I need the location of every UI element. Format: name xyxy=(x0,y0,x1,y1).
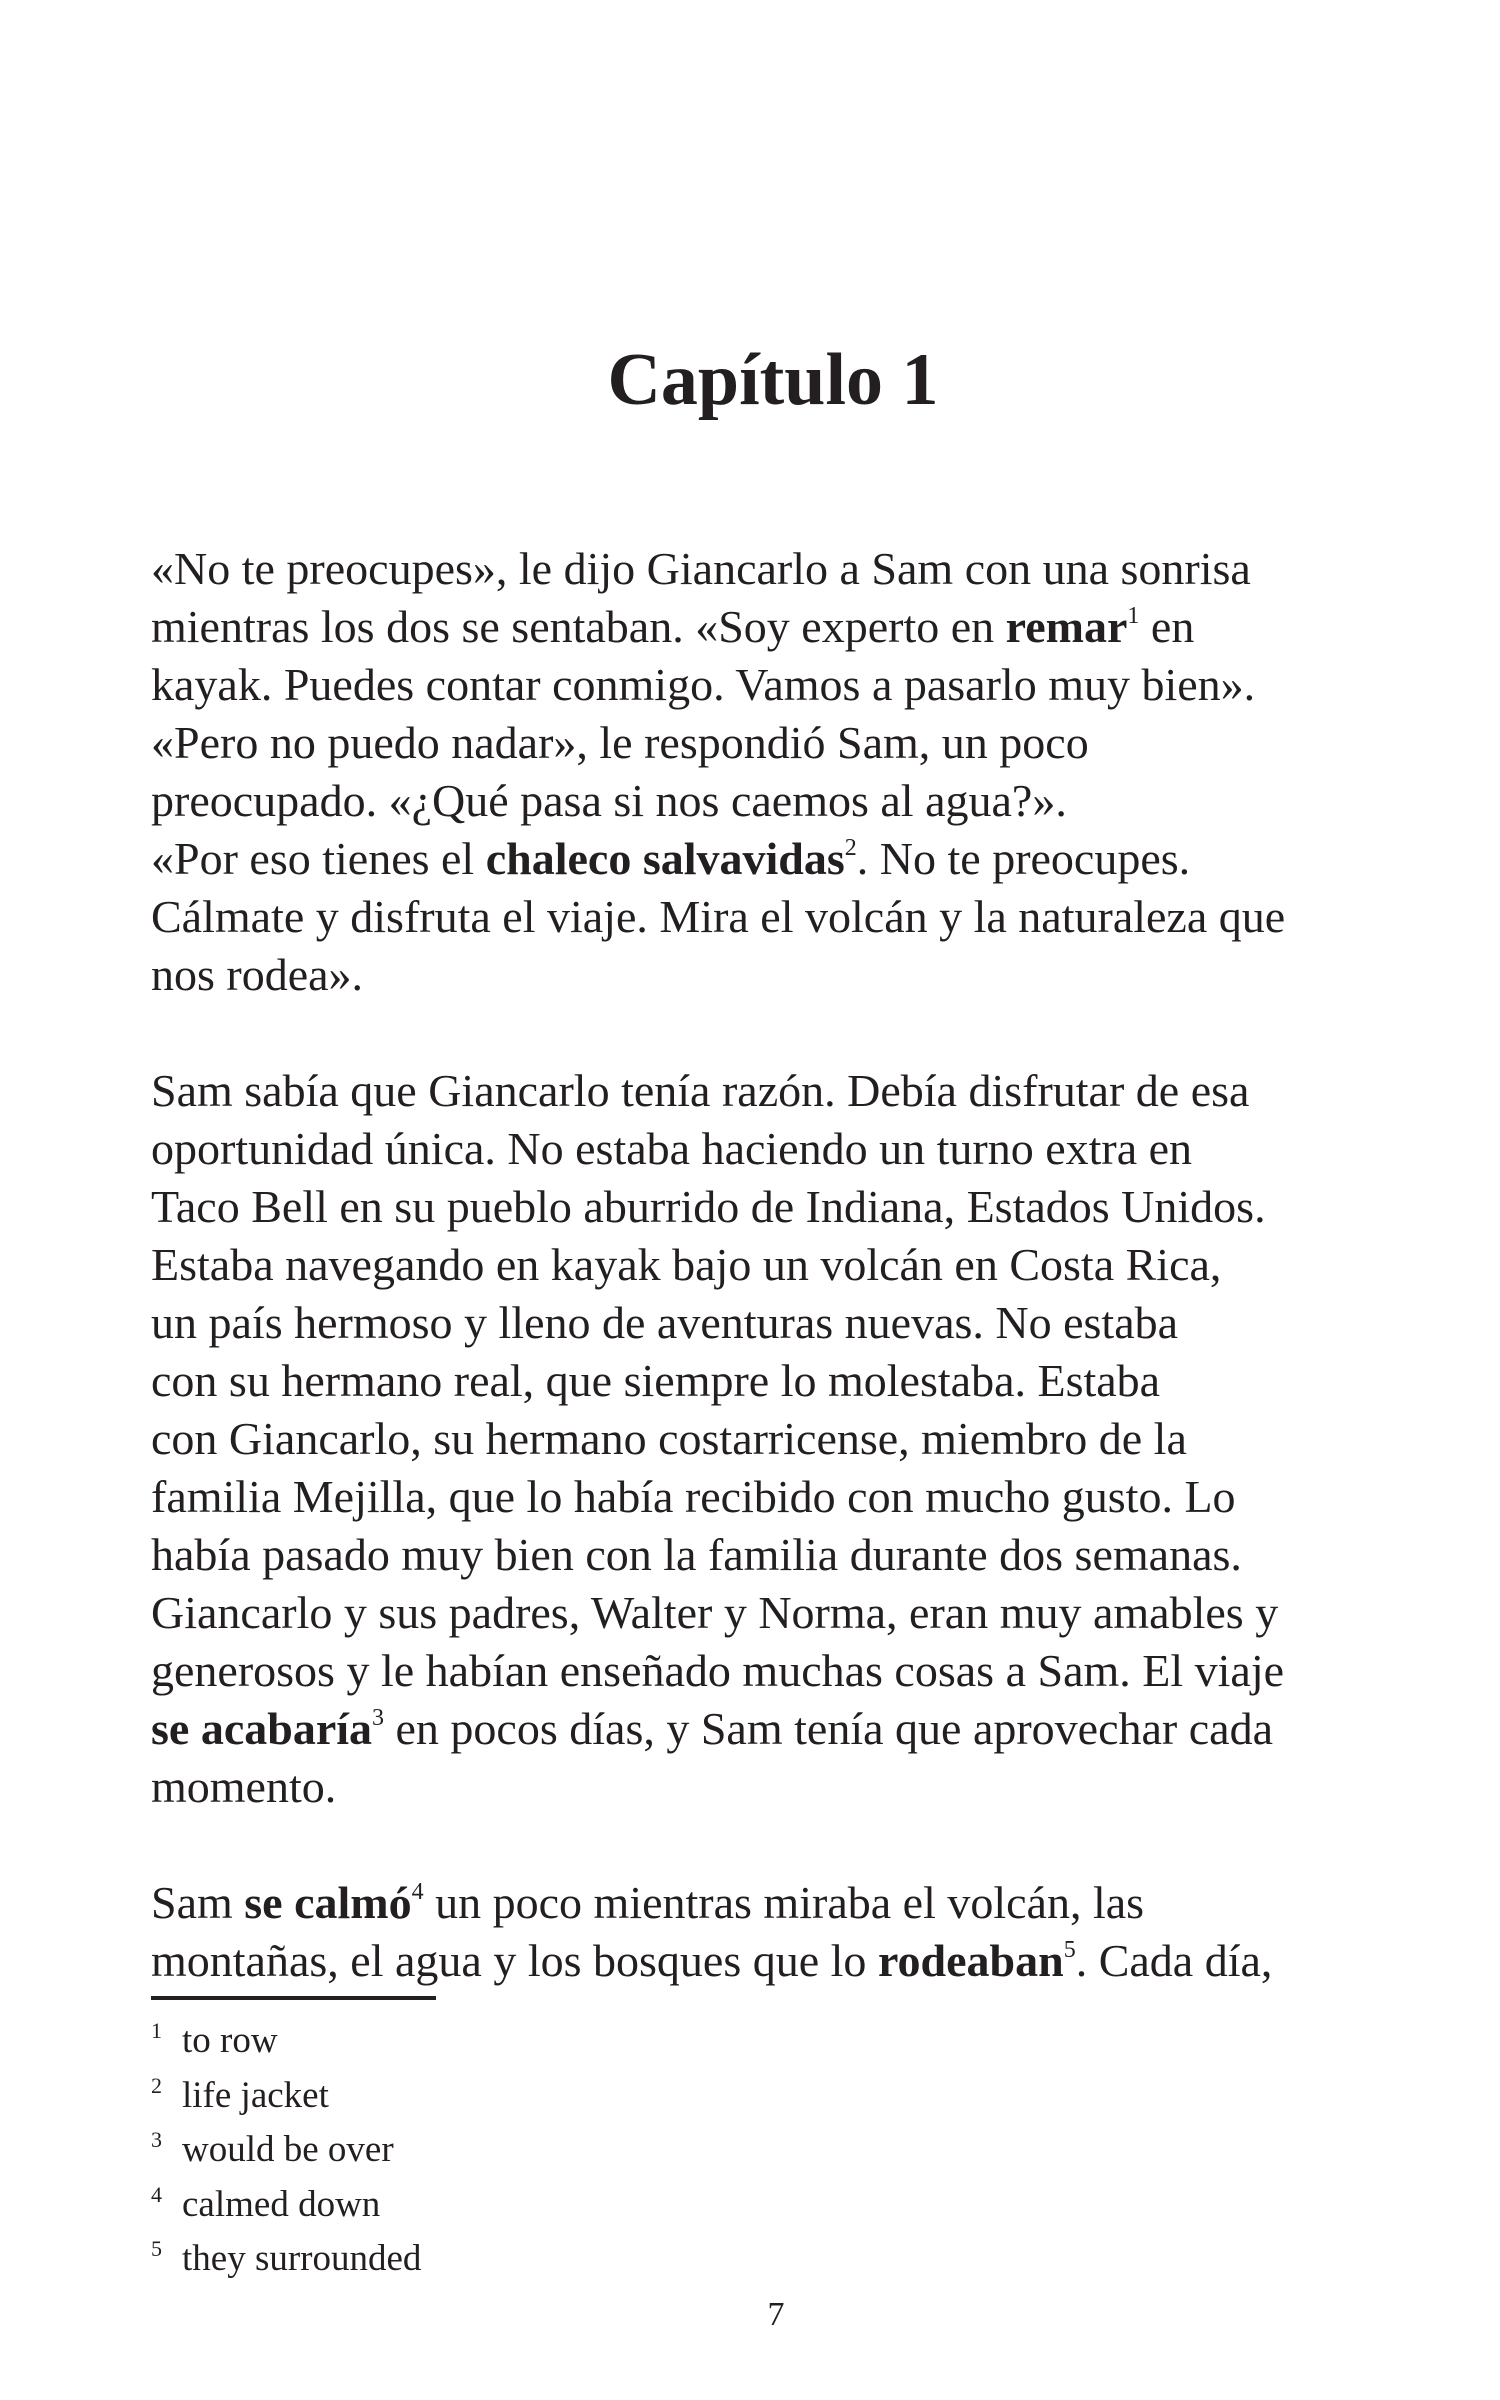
text-line xyxy=(151,540,1411,598)
footnote-ref: 5 xyxy=(1063,1937,1076,1963)
footnote: 3 would be over xyxy=(151,2127,394,2170)
text-run: un país hermoso y lleno de aventuras nuevas. No estaba xyxy=(151,1297,1179,1348)
text-run: Giancarlo y sus padres, Walter y Norma, eran muy amables y xyxy=(151,1587,1279,1638)
text-line xyxy=(151,1410,1411,1468)
text-run: había pasado muy bien con la familia durante dos semanas. xyxy=(151,1529,1242,1580)
text-line xyxy=(151,888,1411,946)
text-run: «Pero no puedo nadar», le respondió Sam, un poco xyxy=(151,717,1089,768)
text-run: «Por eso tienes el xyxy=(151,833,486,884)
footnote-ref: 4 xyxy=(411,1879,424,1905)
footnote-ref: 1 xyxy=(1127,603,1140,629)
text-line xyxy=(151,714,1411,772)
text-line xyxy=(151,1120,1411,1178)
footnote-ref: 2 xyxy=(844,835,857,861)
text-run: con Giancarlo, su hermano costarricense, miembro de la xyxy=(151,1413,1187,1464)
text-line xyxy=(151,1352,1411,1410)
text-line xyxy=(151,1526,1411,1584)
footnote-text: would be over xyxy=(182,2129,394,2170)
text-run: en xyxy=(1139,601,1195,652)
text-run: con su hermano real, que siempre lo molestaba. Estaba xyxy=(151,1355,1161,1406)
paragraph-gap xyxy=(151,1816,1411,1874)
chapter-title: Capítulo 1 xyxy=(607,339,939,421)
text-run: nos rodea». xyxy=(151,949,364,1000)
footnote: 5 they surrounded xyxy=(151,2236,422,2279)
vocab-term: remar xyxy=(1005,601,1128,652)
text-run: familia Mejilla, que lo había recibido con mucho gusto. Lo xyxy=(151,1471,1236,1522)
footnote: 1 to row xyxy=(151,2018,278,2061)
text-run: Sam sabía que Giancarlo tenía razón. Debía disfrutar de esa xyxy=(151,1065,1250,1116)
text-run: momento. xyxy=(151,1761,337,1812)
text-run: generosos y le habían enseñado muchas cosas a Sam. El viaje xyxy=(151,1645,1285,1696)
text-line xyxy=(151,656,1411,714)
text-line xyxy=(151,1932,1411,1990)
footnote-text: to row xyxy=(182,2020,278,2061)
text-run: en pocos días, y Sam tenía que aprovechar cada xyxy=(384,1703,1273,1754)
footnote-ref: 3 xyxy=(372,1705,385,1731)
paragraph xyxy=(151,1874,1411,1990)
text-run: un poco mientras miraba el volcán, las xyxy=(423,1877,1145,1928)
text-line xyxy=(151,598,1411,656)
paragraph xyxy=(151,1062,1411,1816)
text-line xyxy=(151,1178,1411,1236)
text-run: montañas, el agua y los bosques que lo xyxy=(151,1935,878,1986)
text-run: Taco Bell en su pueblo aburrido de Indiana, Estados Unidos. xyxy=(151,1181,1266,1232)
footnote-text: calmed down xyxy=(182,2183,381,2225)
text-line xyxy=(151,1062,1411,1120)
text-line xyxy=(151,772,1411,830)
vocab-term: se acabaría xyxy=(151,1703,373,1754)
text-run: kayak. Puedes contar conmigo. Vamos a pasarlo muy bien». xyxy=(151,659,1256,710)
text-line xyxy=(151,1584,1411,1642)
vocab-term: rodeaban xyxy=(877,1935,1064,1986)
footnote-divider xyxy=(151,1996,436,2000)
text-line xyxy=(151,946,1411,1004)
footnote: 4 calmed down xyxy=(151,2181,381,2225)
footnote-text: they surrounded xyxy=(182,2238,422,2279)
text-line xyxy=(151,1642,1411,1700)
text-line xyxy=(151,830,1411,888)
text-run: oportunidad única. No estaba haciendo un turno extra en xyxy=(151,1123,1193,1174)
paragraph xyxy=(151,540,1411,1004)
text-run: Estaba navegando en kayak bajo un volcán en Costa Rica, xyxy=(151,1239,1222,1290)
text-line xyxy=(151,1236,1411,1294)
text-line xyxy=(151,1468,1411,1526)
text-line xyxy=(151,1758,1411,1816)
vocab-term: chaleco salvavidas xyxy=(485,833,845,884)
footnote-text: life jacket xyxy=(182,2074,329,2116)
vocab-term: se calmó xyxy=(244,1877,412,1928)
text-run: «No te preocupes», le dijo Giancarlo a Sam con una sonrisa xyxy=(151,543,1251,594)
footnotes xyxy=(151,2014,421,2287)
text-run: Sam xyxy=(151,1877,245,1928)
text-run: . Cada día, xyxy=(1075,1935,1273,1986)
chapter-body xyxy=(151,540,1411,1990)
text-line xyxy=(151,1700,1411,1758)
text-run: . No te preocupes. xyxy=(856,833,1191,884)
text-run: mientras los dos se sentaban. «Soy experto en xyxy=(151,601,1006,652)
text-line xyxy=(151,1874,1411,1932)
page-number: 7 xyxy=(767,2296,785,2333)
text-run: Cálmate y disfruta el viaje. Mira el volcán y la naturaleza que xyxy=(151,891,1286,942)
paragraph-gap xyxy=(151,1004,1411,1062)
text-run: preocupado. «¿Qué pasa si nos caemos al agua?». xyxy=(151,775,1067,826)
text-line xyxy=(151,1294,1411,1352)
footnote: 2 life jacket xyxy=(151,2072,329,2116)
